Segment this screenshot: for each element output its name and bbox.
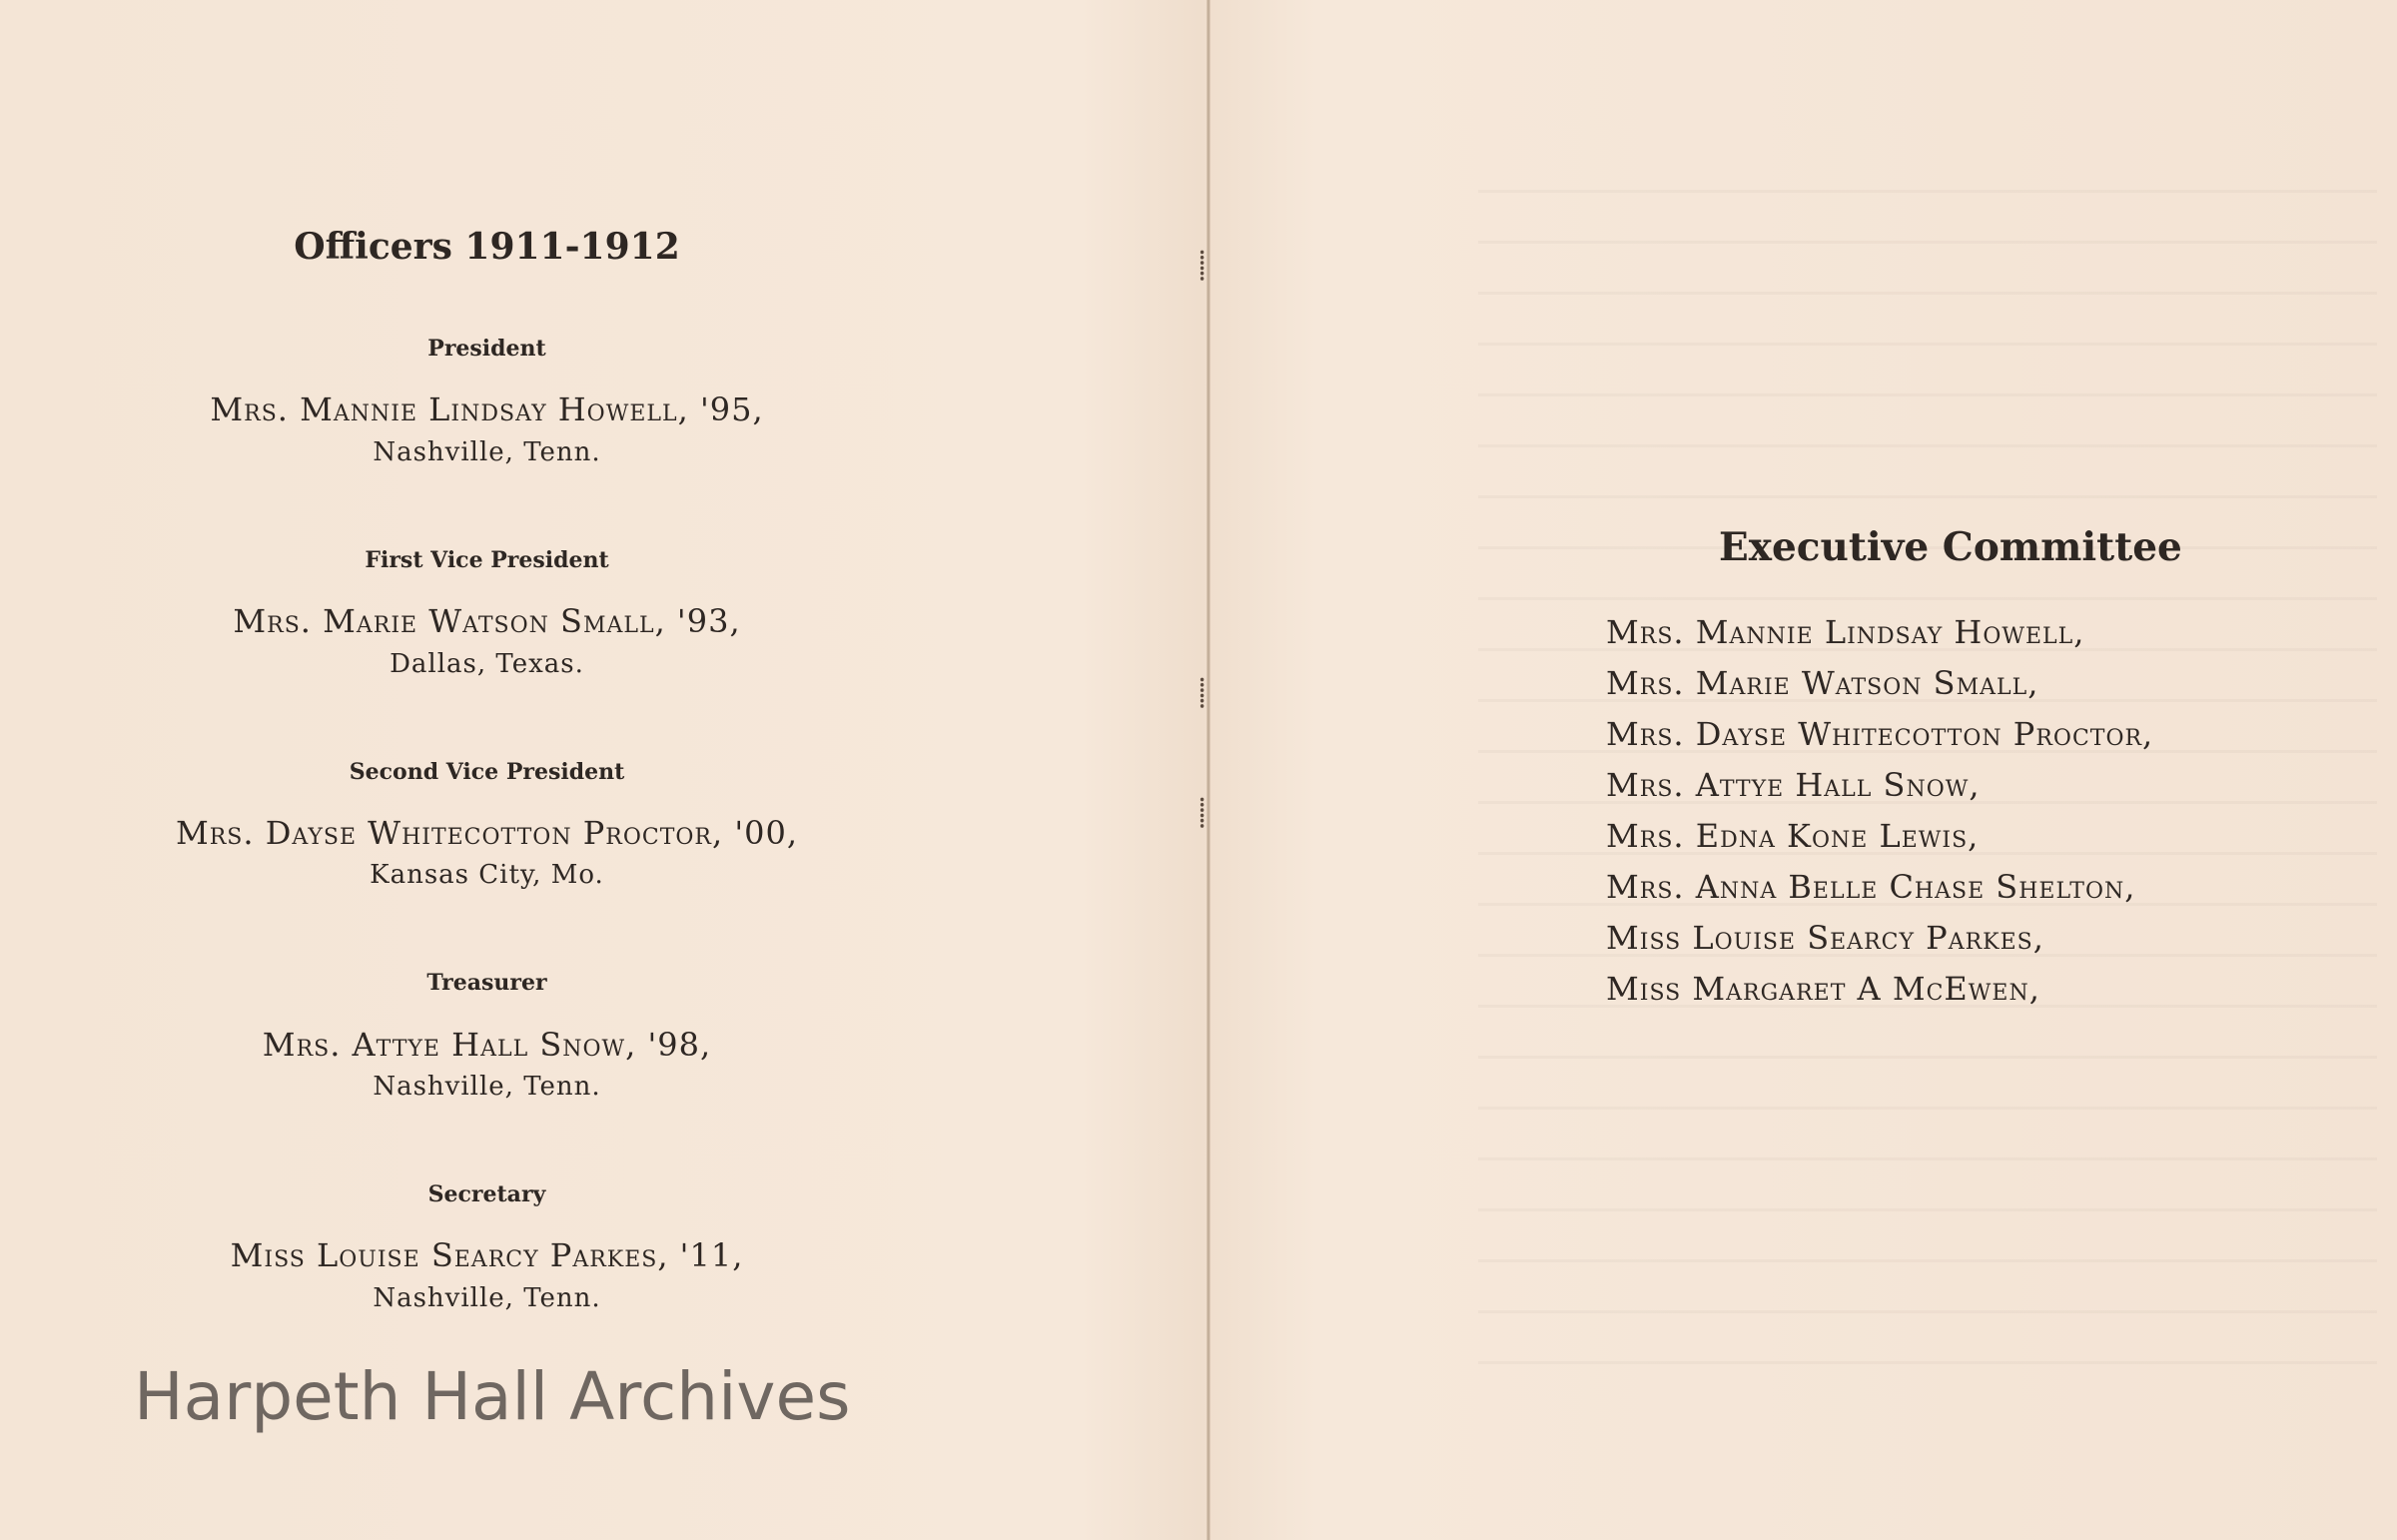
center-fold	[1206, 0, 1210, 1540]
office-title: First Vice President	[365, 546, 609, 573]
officer-name: Mrs. Attye Hall Snow, '98,	[262, 1025, 712, 1064]
staple-mark: ⸽	[1198, 676, 1206, 709]
committee-member: Mrs. Marie Watson Small,	[1606, 663, 2039, 702]
committee-title: Executive Committee	[1719, 524, 2182, 570]
officer-place: Nashville, Tenn.	[373, 1282, 601, 1313]
office-title: President	[427, 336, 546, 363]
committee-member: Mrs. Edna Kone Lewis,	[1606, 816, 1980, 855]
officer-place: Nashville, Tenn.	[373, 436, 601, 467]
officers-page	[70, 226, 904, 1314]
executive-committee-page	[1606, 524, 2255, 1015]
officer-place: Kansas City, Mo.	[370, 860, 604, 891]
committee-member: Mrs. Dayse Whitecotton Proctor,	[1606, 714, 2154, 753]
officer-place: Dallas, Texas.	[390, 648, 584, 679]
office-title: Second Vice President	[349, 758, 625, 785]
staple-mark: ⸽	[1198, 796, 1206, 829]
officer-name: Mrs. Mannie Lindsay Howell, '95,	[210, 390, 764, 429]
committee-member: Mrs. Mannie Lindsay Howell,	[1606, 612, 2085, 651]
archive-watermark: Harpeth Hall Archives	[134, 1358, 851, 1435]
officer-name: Mrs. Dayse Whitecotton Proctor, '00,	[175, 813, 799, 852]
staple-mark: ⸽	[1198, 249, 1206, 282]
officer-entry-treasurer	[70, 971, 904, 1103]
officer-place: Nashville, Tenn.	[373, 1072, 601, 1103]
committee-member: Mrs. Attye Hall Snow,	[1606, 765, 1981, 804]
office-title: Treasurer	[426, 970, 547, 997]
committee-member: Miss Margaret A McEwen,	[1606, 969, 2040, 1008]
officer-entry-president	[70, 337, 904, 468]
committee-member: Miss Louise Searcy Parkes,	[1606, 918, 2044, 957]
officer-entry-second-vice-president	[70, 760, 904, 892]
officer-entry-first-vice-president	[70, 548, 904, 680]
officer-entry-secretary	[70, 1182, 904, 1314]
officers-title: Officers 1911-1912	[294, 226, 680, 268]
officer-name: Miss Louise Searcy Parkes, '11,	[230, 1236, 744, 1275]
officer-name: Mrs. Marie Watson Small, '93,	[233, 602, 741, 641]
committee-member: Mrs. Anna Belle Chase Shelton,	[1606, 867, 2136, 906]
office-title: Secretary	[427, 1181, 546, 1208]
